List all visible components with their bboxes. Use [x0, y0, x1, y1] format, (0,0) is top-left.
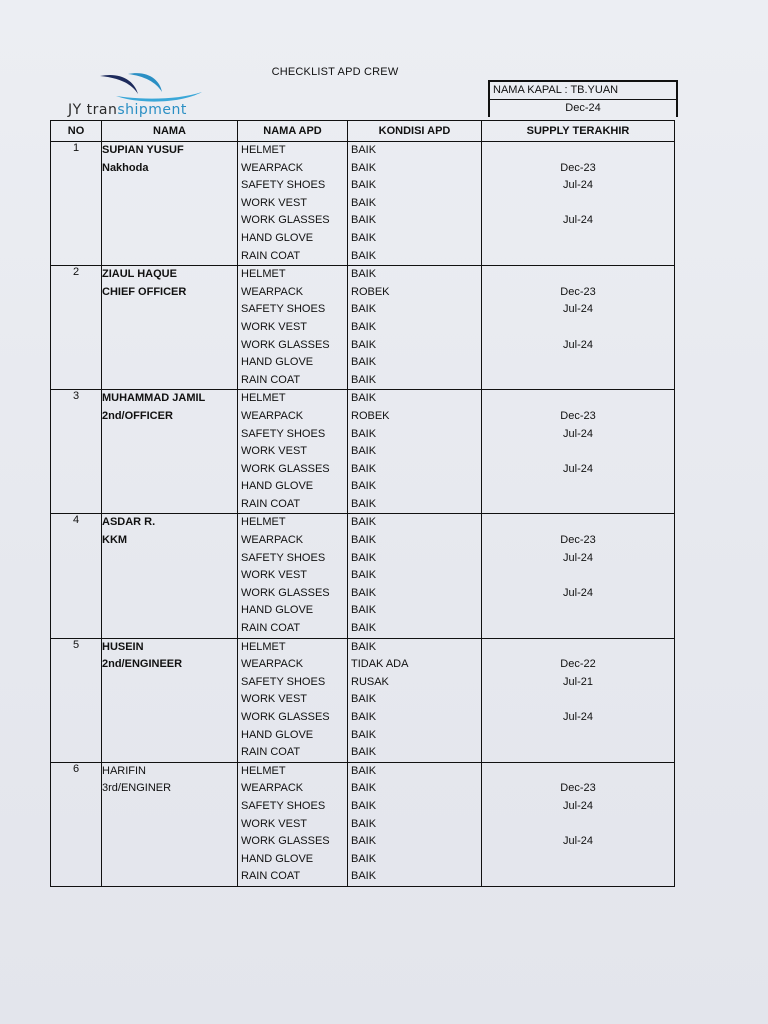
apd-condition-cell: [348, 638, 482, 762]
crew-name: ASDAR R.: [102, 516, 156, 529]
apd-item: SAFETY SHOES: [241, 551, 326, 564]
supply-date: [482, 691, 674, 709]
supply-date: Jul-24: [563, 462, 593, 475]
apd-item: RAIN COAT: [241, 746, 301, 759]
crew-role: CHIEF OFFICER: [102, 285, 187, 298]
apd-condition: BAIK: [351, 693, 377, 706]
crew-role: 2nd/ENGINEER: [102, 658, 183, 671]
table-row: [51, 762, 675, 886]
apd-condition-cell: [348, 514, 482, 638]
supply-date: [482, 195, 674, 213]
apd-condition: BAIK: [351, 249, 377, 262]
supply-date: [482, 744, 674, 762]
apd-item: WEARPACK: [241, 409, 304, 422]
company-logo: [68, 70, 238, 122]
apd-condition-cell: [348, 142, 482, 266]
crew-number: 1: [51, 142, 102, 266]
crew-number: 6: [51, 762, 102, 886]
supply-date: [482, 230, 674, 248]
apd-item: WORK VEST: [241, 693, 308, 706]
apd-condition: BAIK: [351, 764, 377, 777]
table-header-row: [51, 121, 675, 142]
supply-date: [482, 639, 674, 657]
supply-date: [482, 319, 674, 337]
apd-condition: BAIK: [351, 356, 377, 369]
apd-condition: BAIK: [351, 214, 377, 227]
supply-date: [482, 372, 674, 390]
crew-role: KKM: [102, 534, 128, 547]
apd-item: SAFETY SHOES: [241, 799, 326, 812]
apd-condition: BAIK: [351, 268, 377, 281]
apd-condition: BAIK: [351, 144, 377, 156]
apd-condition: ROBEK: [351, 409, 390, 422]
crew-name: ZIAUL HAQUE: [102, 268, 177, 281]
apd-condition: BAIK: [351, 799, 377, 812]
supply-date: Jul-24: [563, 551, 593, 564]
supply-date: Jul-24: [563, 427, 593, 440]
supply-date: [482, 266, 674, 284]
crew-number: 3: [51, 390, 102, 514]
wave-logo-icon: [98, 70, 208, 104]
column-header-kondisi-apd: KONDISI APD: [348, 121, 482, 142]
supply-date: [482, 142, 674, 160]
column-header-supply-terakhir: SUPPLY TERAKHIR: [482, 121, 675, 142]
crew-role: Nakhoda: [102, 161, 149, 174]
apd-condition: BAIK: [351, 161, 377, 174]
apd-condition: BAIK: [351, 445, 377, 458]
apd-items-cell: [238, 762, 348, 886]
apd-condition: BAIK: [351, 196, 377, 209]
apd-item: HAND GLOVE: [241, 728, 314, 741]
apd-item: WORK GLASSES: [241, 835, 330, 848]
supply-date: [482, 496, 674, 514]
column-header-no: NO: [51, 121, 102, 142]
apd-condition: BAIK: [351, 728, 377, 741]
apd-item: WORK GLASSES: [241, 586, 330, 599]
apd-items-cell: [238, 638, 348, 762]
supply-date-cell: [482, 638, 675, 762]
ship-info-box: [488, 80, 678, 117]
supply-date-cell: [482, 514, 675, 638]
apd-item: WORK VEST: [241, 445, 308, 458]
apd-item: HAND GLOVE: [241, 604, 314, 617]
apd-condition: BAIK: [351, 622, 377, 635]
apd-condition: BAIK: [351, 320, 377, 333]
supply-date: Jul-24: [563, 711, 593, 723]
apd-item: HELMET: [241, 516, 286, 529]
apd-condition: BAIK: [351, 640, 377, 653]
crew-name-cell: [102, 266, 238, 390]
apd-item: HAND GLOVE: [241, 356, 314, 369]
apd-condition: BAIK: [351, 179, 377, 192]
apd-condition: BAIK: [351, 480, 377, 493]
apd-item: WORK VEST: [241, 817, 308, 830]
apd-item: WORK VEST: [241, 569, 308, 582]
apd-item: WORK GLASSES: [241, 338, 330, 351]
apd-item: HELMET: [241, 144, 286, 156]
apd-condition: BAIK: [351, 817, 377, 830]
apd-item: WORK GLASSES: [241, 711, 330, 723]
supply-date: Jul-24: [563, 179, 593, 192]
column-header-nama: NAMA: [102, 121, 238, 142]
apd-condition: BAIK: [351, 338, 377, 351]
apd-item: SAFETY SHOES: [241, 179, 326, 192]
apd-items-cell: [238, 142, 348, 266]
apd-item: SAFETY SHOES: [241, 303, 326, 316]
apd-item: RAIN COAT: [241, 497, 301, 510]
apd-condition: BAIK: [351, 870, 377, 883]
crew-number: 2: [51, 266, 102, 390]
supply-date: [482, 354, 674, 372]
apd-condition: BAIK: [351, 835, 377, 848]
table-row: [51, 142, 675, 266]
crew-name-cell: [102, 390, 238, 514]
apd-items-cell: [238, 266, 348, 390]
apd-checklist-table: [50, 120, 675, 887]
apd-condition: BAIK: [351, 516, 377, 529]
supply-date: Jul-24: [563, 214, 593, 227]
apd-condition: BAIK: [351, 303, 377, 316]
supply-date-cell: [482, 762, 675, 886]
supply-date: [482, 248, 674, 266]
apd-item: RAIN COAT: [241, 373, 301, 386]
apd-item: RAIN COAT: [241, 622, 301, 635]
apd-condition: BAIK: [351, 392, 377, 405]
apd-item: WORK VEST: [241, 320, 308, 333]
crew-name-cell: [102, 142, 238, 266]
apd-item: HAND GLOVE: [241, 480, 314, 493]
apd-item: WEARPACK: [241, 161, 304, 174]
apd-condition-cell: [348, 266, 482, 390]
apd-item: SAFETY SHOES: [241, 675, 326, 688]
document-title: CHECKLIST APD CREW: [271, 66, 399, 78]
apd-item: HELMET: [241, 268, 286, 281]
apd-condition: BAIK: [351, 604, 377, 617]
apd-condition-cell: [348, 762, 482, 886]
apd-condition: BAIK: [351, 852, 377, 865]
apd-item: WORK GLASSES: [241, 214, 330, 227]
supply-date: Dec-23: [560, 534, 596, 547]
apd-condition: TIDAK ADA: [351, 658, 409, 671]
apd-condition: BAIK: [351, 427, 377, 440]
apd-condition: BAIK: [351, 373, 377, 386]
crew-number: 5: [51, 638, 102, 762]
apd-condition: BAIK: [351, 746, 377, 759]
apd-condition: BAIK: [351, 551, 377, 564]
supply-date: [482, 868, 674, 886]
apd-condition-cell: [348, 390, 482, 514]
supply-date: Jul-21: [563, 675, 593, 688]
crew-name: HUSEIN: [102, 640, 144, 653]
apd-condition: BAIK: [351, 497, 377, 510]
apd-condition: RUSAK: [351, 675, 389, 688]
apd-condition: BAIK: [351, 534, 377, 547]
supply-date-cell: [482, 390, 675, 514]
checklist-date: Dec-24: [565, 102, 601, 114]
crew-name-cell: [102, 638, 238, 762]
apd-item: WEARPACK: [241, 782, 304, 795]
apd-item: RAIN COAT: [241, 249, 301, 262]
supply-date: Dec-23: [560, 782, 596, 795]
supply-date-cell: [482, 142, 675, 266]
apd-condition: BAIK: [351, 782, 377, 795]
supply-date: Jul-24: [563, 338, 593, 351]
crew-number: 4: [51, 514, 102, 638]
apd-condition: BAIK: [351, 711, 377, 723]
supply-date: [482, 478, 674, 496]
apd-item: HELMET: [241, 392, 286, 405]
supply-date: Jul-24: [563, 586, 593, 599]
apd-condition: BAIK: [351, 569, 377, 582]
supply-date: Jul-24: [563, 835, 593, 848]
table-row: [51, 266, 675, 390]
apd-item: HELMET: [241, 640, 286, 653]
apd-item: WORK VEST: [241, 196, 308, 209]
supply-date: [482, 763, 674, 781]
apd-item: WEARPACK: [241, 534, 304, 547]
apd-condition: ROBEK: [351, 285, 390, 298]
crew-role: 2nd/OFFICER: [102, 409, 173, 422]
apd-item: RAIN COAT: [241, 870, 301, 883]
table-row: [51, 514, 675, 638]
crew-rows: [51, 142, 675, 887]
apd-item: WEARPACK: [241, 285, 304, 298]
supply-date: [482, 816, 674, 834]
crew-name: HARIFIN: [102, 764, 146, 777]
apd-item: HAND GLOVE: [241, 852, 314, 865]
apd-item: SAFETY SHOES: [241, 427, 326, 440]
column-header-nama-apd: NAMA APD: [238, 121, 348, 142]
table-row: [51, 390, 675, 514]
crew-name: MUHAMMAD JAMIL: [102, 392, 206, 405]
supply-date: [482, 602, 674, 620]
crew-role: 3rd/ENGINER: [102, 782, 172, 795]
supply-date: Dec-22: [560, 658, 596, 671]
apd-condition: BAIK: [351, 231, 377, 244]
table-row: [51, 638, 675, 762]
apd-condition: BAIK: [351, 462, 377, 475]
crew-name: SUPIAN YUSUF: [102, 144, 184, 156]
crew-name-cell: [102, 762, 238, 886]
supply-date: Jul-24: [563, 303, 593, 316]
supply-date: Dec-23: [560, 285, 596, 298]
ship-name: NAMA KAPAL : TB.YUAN: [490, 82, 676, 100]
apd-items-cell: [238, 390, 348, 514]
supply-date: [482, 390, 674, 408]
crew-name-cell: [102, 514, 238, 638]
supply-date: [482, 851, 674, 869]
supply-date: Jul-24: [563, 799, 593, 812]
apd-condition: BAIK: [351, 586, 377, 599]
supply-date: [482, 514, 674, 532]
apd-item: WORK GLASSES: [241, 462, 330, 475]
supply-date: [482, 443, 674, 461]
supply-date: Dec-23: [560, 409, 596, 422]
logo-wordmark: JY transhipment: [68, 102, 187, 118]
apd-item: HELMET: [241, 764, 286, 777]
supply-date: [482, 567, 674, 585]
supply-date: Dec-23: [560, 161, 596, 174]
apd-items-cell: [238, 514, 348, 638]
supply-date: [482, 727, 674, 745]
apd-item: WEARPACK: [241, 658, 304, 671]
supply-date: [482, 620, 674, 638]
supply-date-cell: [482, 266, 675, 390]
apd-item: HAND GLOVE: [241, 231, 314, 244]
